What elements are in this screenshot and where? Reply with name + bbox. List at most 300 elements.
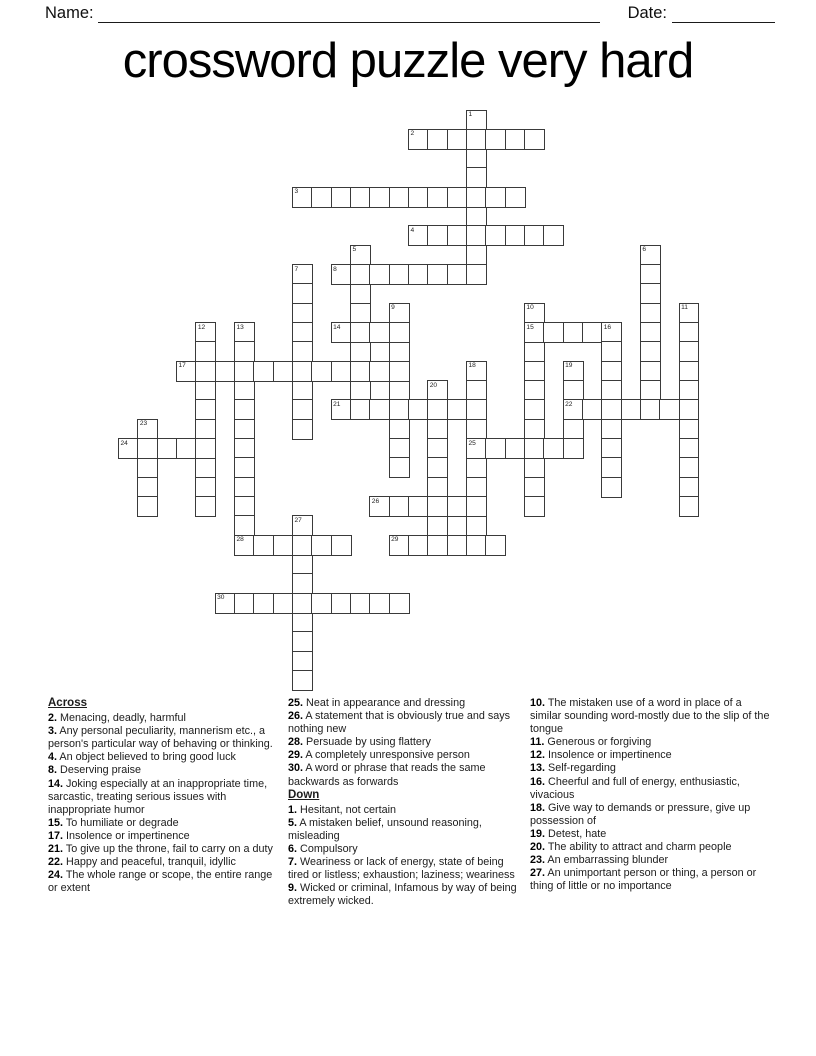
grid-cell[interactable]: [408, 225, 429, 246]
grid-cell[interactable]: [466, 438, 487, 459]
clue-number: 29.: [288, 749, 304, 762]
grid-cell[interactable]: [253, 535, 274, 556]
grid-cell[interactable]: [601, 341, 622, 362]
grid-cell[interactable]: [118, 438, 139, 459]
grid-cell[interactable]: [466, 110, 487, 131]
clue-number: 3.: [48, 725, 58, 738]
clue-number: 28.: [288, 736, 304, 749]
grid-cell[interactable]: [524, 322, 545, 343]
grid-cell[interactable]: [234, 496, 255, 517]
grid-cell[interactable]: [137, 419, 158, 440]
grid-cell[interactable]: [350, 187, 371, 208]
grid-cell[interactable]: [601, 361, 622, 382]
grid-cell[interactable]: [369, 322, 390, 343]
date-label: Date:: [627, 4, 667, 22]
grid-cell[interactable]: [292, 303, 313, 324]
grid-cell[interactable]: [679, 438, 700, 459]
grid-cell[interactable]: [350, 264, 371, 285]
grid-cell-number: 14: [333, 323, 341, 331]
grid-cell[interactable]: [524, 457, 545, 478]
grid-cell[interactable]: [311, 593, 332, 614]
grid-cell[interactable]: [292, 631, 313, 652]
grid-cell[interactable]: [621, 399, 642, 420]
clue-number: 22.: [48, 856, 64, 869]
grid-cell[interactable]: [679, 399, 700, 420]
clue-number: 16.: [530, 775, 546, 788]
grid-cell[interactable]: [640, 245, 661, 266]
grid-cell[interactable]: [350, 361, 371, 382]
grid-cell[interactable]: [524, 341, 545, 362]
clue-item: 15. To humiliate or degrade: [48, 816, 179, 829]
clue-number: 13.: [530, 762, 546, 775]
clues-column-2: [288, 697, 524, 909]
grid-cell[interactable]: [563, 438, 584, 459]
grid-cell[interactable]: [292, 515, 313, 536]
grid-cell[interactable]: [292, 670, 313, 691]
grid-cell[interactable]: [369, 187, 390, 208]
clue-item: 1. Hesitant, not certain: [288, 803, 397, 816]
grid-cell[interactable]: [234, 593, 255, 614]
grid-cell[interactable]: [679, 322, 700, 343]
grid-cell-number: 19: [565, 362, 573, 370]
grid-cell[interactable]: [563, 419, 584, 440]
grid-cell[interactable]: [195, 361, 216, 382]
clue-item: 2. Menacing, deadly, harmful: [48, 712, 186, 725]
grid-cell[interactable]: [466, 457, 487, 478]
grid-cell[interactable]: [485, 225, 506, 246]
clue-item: 28. Persuade by using flattery: [288, 736, 431, 749]
clue-number: 30.: [288, 762, 304, 775]
clue-item: 14. Joking especially at an inappropriate time, sarcastic, treating serious issues with inappropriate humor: [48, 777, 268, 816]
grid-cell[interactable]: [292, 187, 313, 208]
grid-cell[interactable]: [466, 245, 487, 266]
grid-cell[interactable]: [292, 399, 313, 420]
clue-number: 12.: [530, 749, 546, 762]
clue-item: 10. The mistaken use of a word in place of a similar sounding word-mostly due to the slip of the tongue: [530, 697, 770, 736]
grid-cell[interactable]: [427, 457, 448, 478]
clue-item: 19. Detest, hate: [530, 827, 607, 840]
grid-cell[interactable]: [524, 477, 545, 498]
clue-number: 21.: [48, 843, 64, 856]
clues-column-3: [530, 697, 770, 893]
grid-cell[interactable]: [369, 399, 390, 420]
grid-cell[interactable]: [563, 380, 584, 401]
grid-cell[interactable]: [292, 419, 313, 440]
grid-cell-number: 5: [352, 246, 357, 254]
grid-cell-number: 9: [391, 304, 395, 312]
grid-cell-number: 18: [468, 362, 476, 370]
clue-item: 18. Give way to demands or pressure, give up possession of: [530, 801, 751, 827]
grid-cell[interactable]: [466, 419, 487, 440]
grid-cell-number: 15: [526, 323, 534, 331]
grid-cell[interactable]: [427, 225, 448, 246]
clue-number: 24.: [48, 869, 64, 882]
clue-item: 4. An object believed to bring good luck: [48, 751, 236, 764]
grid-cell-number: 4: [410, 226, 415, 234]
grid-cell[interactable]: [195, 399, 216, 420]
grid-cell[interactable]: [195, 438, 216, 459]
grid-cell[interactable]: [234, 457, 255, 478]
grid-cell[interactable]: [137, 457, 158, 478]
grid-cell[interactable]: [292, 573, 313, 594]
grid-cell[interactable]: [485, 129, 506, 150]
grid-cell[interactable]: [292, 361, 313, 382]
grid-cell[interactable]: [408, 496, 429, 517]
clue-number: 9.: [288, 882, 298, 895]
grid-cell-number: 16: [603, 323, 612, 331]
grid-cell-number: 1: [468, 111, 473, 118]
clue-item: 8. Deserving praise: [48, 764, 142, 777]
grid-cell[interactable]: [292, 593, 313, 614]
grid-cell[interactable]: [215, 593, 236, 614]
grid-cell[interactable]: [466, 225, 487, 246]
grid-cell[interactable]: [408, 399, 429, 420]
grid-cell[interactable]: [679, 380, 700, 401]
grid-cell-number: 3: [294, 188, 299, 196]
grid-cell[interactable]: [195, 419, 216, 440]
grid-cell[interactable]: [331, 399, 352, 420]
page-title: crossword puzzle very hard: [122, 34, 694, 88]
grid-cell[interactable]: [524, 303, 545, 324]
grid-cell[interactable]: [466, 496, 487, 517]
grid-cell[interactable]: [137, 496, 158, 517]
grid-cell-number: 23: [139, 420, 148, 428]
grid-cell[interactable]: [466, 380, 487, 401]
grid-cell[interactable]: [447, 225, 468, 246]
grid-cell[interactable]: [292, 341, 313, 362]
clue-item: 17. Insolence or impertinence: [48, 829, 190, 842]
grid-cell[interactable]: [640, 380, 661, 401]
grid-cell[interactable]: [640, 264, 661, 285]
grid-cell[interactable]: [389, 457, 410, 478]
clue-number: 27.: [530, 867, 546, 880]
grid-cell[interactable]: [601, 457, 622, 478]
grid-cell[interactable]: [640, 341, 661, 362]
grid-cell[interactable]: [234, 515, 255, 536]
grid-cell[interactable]: [466, 187, 487, 208]
grid-cell[interactable]: [427, 419, 448, 440]
grid-cell[interactable]: [253, 361, 274, 382]
grid-cell[interactable]: [195, 457, 216, 478]
grid-cell-number: 6: [642, 246, 647, 254]
grid-cell[interactable]: [234, 477, 255, 498]
grid-cell[interactable]: [679, 419, 700, 440]
grid-cell[interactable]: [137, 438, 158, 459]
grid-cell[interactable]: [234, 419, 255, 440]
grid-cell[interactable]: [466, 515, 487, 536]
grid-cell[interactable]: [524, 399, 545, 420]
grid-cell-number: 11: [681, 304, 688, 312]
grid-cell[interactable]: [466, 477, 487, 498]
grid-cell[interactable]: [524, 361, 545, 382]
grid-cell[interactable]: [369, 496, 390, 517]
clue-item: 13. Self-regarding: [530, 762, 616, 775]
grid-cell[interactable]: [273, 361, 294, 382]
grid-cell[interactable]: [659, 399, 680, 420]
clue-item: 3. Any personal peculiarity, mannerism etc., a person's particular way of behaving or thinking.: [48, 725, 273, 751]
grid-cell[interactable]: [524, 380, 545, 401]
grid-cell[interactable]: [292, 554, 313, 575]
clue-item: 7. Weariness or lack of energy, state of being tired or listless; exhaustion; laziness; weariness: [288, 856, 515, 882]
grid-cell[interactable]: [253, 593, 274, 614]
grid-cell[interactable]: [505, 438, 526, 459]
grid-cell[interactable]: [640, 283, 661, 304]
clue-item: 24. The whole range or scope, the entire range or extent: [48, 869, 273, 895]
grid-cell[interactable]: [292, 264, 313, 285]
grid-cell-number: 17: [178, 362, 186, 370]
grid-cell-number: 8: [333, 265, 337, 273]
grid-cell[interactable]: [679, 341, 700, 362]
grid-cell[interactable]: [524, 438, 545, 459]
grid-cell[interactable]: [505, 187, 526, 208]
grid-cell[interactable]: [195, 496, 216, 517]
grid-cell[interactable]: [234, 399, 255, 420]
grid-cell[interactable]: [389, 322, 410, 343]
grid-cell[interactable]: [601, 477, 622, 498]
grid-cell[interactable]: [176, 361, 197, 382]
grid-cell[interactable]: [234, 535, 255, 556]
clue-item: 26. A statement that is obviously true and says nothing new: [288, 710, 511, 736]
grid-cell[interactable]: [292, 535, 313, 556]
grid-cell[interactable]: [389, 380, 410, 401]
grid-cell[interactable]: [427, 496, 448, 517]
grid-cell[interactable]: [524, 129, 545, 150]
grid-cell[interactable]: [350, 399, 371, 420]
grid-cell[interactable]: [679, 457, 700, 478]
grid-cell[interactable]: [273, 593, 294, 614]
grid-cell-number: 13: [236, 323, 244, 331]
grid-cell[interactable]: [563, 322, 584, 343]
grid-cell[interactable]: [679, 361, 700, 382]
grid-cell[interactable]: [485, 438, 506, 459]
grid-cell[interactable]: [389, 264, 410, 285]
clue-number: 8.: [48, 764, 58, 777]
grid-cell[interactable]: [389, 438, 410, 459]
grid-cell[interactable]: [427, 399, 448, 420]
clue-number: 10.: [530, 697, 546, 709]
grid-cell[interactable]: [369, 361, 390, 382]
grid-cell[interactable]: [447, 496, 468, 517]
grid-cell[interactable]: [331, 535, 352, 556]
grid-cell[interactable]: [447, 129, 468, 150]
grid-cell[interactable]: [292, 651, 313, 672]
clue-number: 25.: [288, 697, 304, 709]
grid-cell[interactable]: [195, 477, 216, 498]
grid-cell-number: 27: [294, 516, 302, 524]
clue-item: 21. To give up the throne, fail to carry on a duty: [48, 843, 273, 856]
grid-cell[interactable]: [427, 264, 448, 285]
grid-cell[interactable]: [466, 361, 487, 382]
grid-cell[interactable]: [350, 593, 371, 614]
grid-cell[interactable]: [389, 303, 410, 324]
grid-cell[interactable]: [389, 187, 410, 208]
clue-item: 30. A word or phrase that reads the same backwards as forwards: [288, 762, 486, 788]
grid-cell[interactable]: [234, 341, 255, 362]
grid-cell-number: 26: [371, 497, 380, 505]
clue-number: 17.: [48, 829, 64, 842]
clue-item: 22. Happy and peaceful, tranquil, idyllic: [48, 856, 236, 869]
clue-item: 29. A completely unresponsive person: [288, 749, 470, 762]
clue-number: 14.: [48, 777, 64, 790]
clue-number: 4.: [48, 751, 58, 764]
grid-cell[interactable]: [427, 438, 448, 459]
grid-cell[interactable]: [350, 322, 371, 343]
grid-cell[interactable]: [389, 593, 410, 614]
grid-cell[interactable]: [563, 361, 584, 382]
grid-cell[interactable]: [640, 322, 661, 343]
grid-cell[interactable]: [389, 361, 410, 382]
grid-cell-number: 24: [120, 439, 128, 447]
grid-cell[interactable]: [176, 438, 197, 459]
grid-cell[interactable]: [466, 167, 487, 188]
grid-cell[interactable]: [215, 361, 236, 382]
grid-cell[interactable]: [408, 264, 429, 285]
grid-cell[interactable]: [292, 283, 313, 304]
grid-cell[interactable]: [466, 399, 487, 420]
grid-cell[interactable]: [543, 322, 564, 343]
grid-cell[interactable]: [543, 438, 564, 459]
clue-item: 25. Neat in appearance and dressing: [288, 697, 466, 709]
grid-cell-number: 2: [410, 130, 415, 138]
grid-cell[interactable]: [195, 380, 216, 401]
clue-number: 2.: [48, 712, 58, 725]
grid-cell[interactable]: [427, 129, 448, 150]
grid-cell[interactable]: [331, 187, 352, 208]
grid-cell[interactable]: [543, 225, 564, 246]
grid-cell[interactable]: [369, 264, 390, 285]
grid-cell[interactable]: [292, 612, 313, 633]
clue-item: 23. An embarrassing blunder: [530, 854, 669, 867]
grid-cell[interactable]: [331, 322, 352, 343]
grid-cell-number: 20: [429, 381, 438, 389]
clue-number: 15.: [48, 816, 64, 829]
grid-cell[interactable]: [679, 496, 700, 517]
grid-cell[interactable]: [447, 264, 468, 285]
grid-cell[interactable]: [447, 187, 468, 208]
grid-cell-number: 12: [197, 323, 206, 331]
grid-cell[interactable]: [447, 535, 468, 556]
grid-cell[interactable]: [389, 399, 410, 420]
clue-number: 1.: [288, 803, 298, 816]
grid-cell-number: 22: [565, 400, 573, 408]
grid-cell[interactable]: [427, 515, 448, 536]
grid-cell[interactable]: [234, 322, 255, 343]
grid-cell[interactable]: [234, 380, 255, 401]
grid-cell[interactable]: [389, 535, 410, 556]
clue-number: 7.: [288, 856, 298, 869]
grid-cell[interactable]: [350, 380, 371, 401]
grid-cell[interactable]: [601, 380, 622, 401]
grid-cell[interactable]: [137, 477, 158, 498]
grid-cell[interactable]: [350, 341, 371, 362]
grid-cell[interactable]: [234, 361, 255, 382]
grid-cell[interactable]: [350, 245, 371, 266]
grid-cell[interactable]: [466, 264, 487, 285]
grid-cell[interactable]: [485, 535, 506, 556]
grid-cell[interactable]: [389, 341, 410, 362]
clue-item: 5. A mistaken belief, unsound reasoning, misleading: [288, 816, 482, 842]
grid-cell[interactable]: [408, 129, 429, 150]
grid-cell[interactable]: [292, 380, 313, 401]
grid-cell[interactable]: [389, 496, 410, 517]
grid-cell[interactable]: [408, 187, 429, 208]
grid-cell[interactable]: [157, 438, 178, 459]
grid-cell[interactable]: [447, 399, 468, 420]
grid-cell[interactable]: [601, 419, 622, 440]
grid-cell[interactable]: [389, 419, 410, 440]
grid-cell-number: 21: [333, 400, 341, 408]
clue-number: 19.: [530, 827, 546, 840]
grid-cell-number: 10: [526, 304, 534, 312]
grid-cell[interactable]: [582, 322, 603, 343]
grid-cell[interactable]: [350, 303, 371, 324]
grid-cell[interactable]: [234, 438, 255, 459]
grid-cell[interactable]: [466, 206, 487, 227]
grid-cell[interactable]: [505, 225, 526, 246]
grid-cell-number: 25: [468, 439, 476, 447]
grid-cell[interactable]: [601, 322, 622, 343]
grid-cell[interactable]: [195, 322, 216, 343]
grid-cell[interactable]: [311, 535, 332, 556]
grid-cell[interactable]: [427, 380, 448, 401]
grid-cell[interactable]: [601, 399, 622, 420]
grid-cell-number: 28: [236, 536, 244, 544]
grid-cell[interactable]: [369, 593, 390, 614]
grid-cell[interactable]: [524, 225, 545, 246]
grid-cell[interactable]: [427, 187, 448, 208]
grid-cell-number: 29: [391, 536, 399, 544]
grid-cell[interactable]: [273, 535, 294, 556]
clue-number: 18.: [530, 801, 546, 814]
clue-item: 27. An unimportant person or thing, a person or thing of little or no importance: [530, 867, 757, 893]
name-label: Name:: [45, 4, 94, 22]
grid-cell[interactable]: [524, 496, 545, 517]
grid-cell[interactable]: [350, 283, 371, 304]
grid-cell[interactable]: [524, 419, 545, 440]
grid-cell[interactable]: [331, 264, 352, 285]
grid-cell[interactable]: [292, 322, 313, 343]
grid-cell[interactable]: [601, 438, 622, 459]
grid-cell[interactable]: [679, 303, 700, 324]
grid-cell-number: 30: [217, 594, 225, 602]
grid-cell[interactable]: [408, 535, 429, 556]
grid-cell[interactable]: [427, 535, 448, 556]
grid-cell[interactable]: [466, 535, 487, 556]
clue-item: 9. Wicked or criminal, Infamous by way of being extremely wicked.: [288, 882, 517, 908]
grid-cell[interactable]: [640, 399, 661, 420]
grid-cell[interactable]: [331, 593, 352, 614]
grid-cell[interactable]: [485, 187, 506, 208]
grid-cell[interactable]: [466, 129, 487, 150]
clue-section-header: Down: [288, 788, 320, 801]
clue-item: 16. Cheerful and full of energy, enthusiastic, vivacious: [530, 775, 740, 801]
grid-cell[interactable]: [640, 361, 661, 382]
clue-number: 11.: [530, 736, 545, 749]
grid-cell[interactable]: [466, 148, 487, 169]
grid-cell[interactable]: [331, 361, 352, 382]
grid-cell[interactable]: [679, 477, 700, 498]
grid-cell[interactable]: [195, 341, 216, 362]
grid-cell[interactable]: [311, 361, 332, 382]
grid-cell[interactable]: [640, 303, 661, 324]
grid-cell[interactable]: [563, 399, 584, 420]
grid-cell[interactable]: [582, 399, 603, 420]
grid-cell[interactable]: [427, 477, 448, 498]
grid-cell[interactable]: [311, 187, 332, 208]
clue-number: 5.: [288, 816, 298, 829]
clue-number: 26.: [288, 710, 304, 723]
grid-cell[interactable]: [505, 129, 526, 150]
